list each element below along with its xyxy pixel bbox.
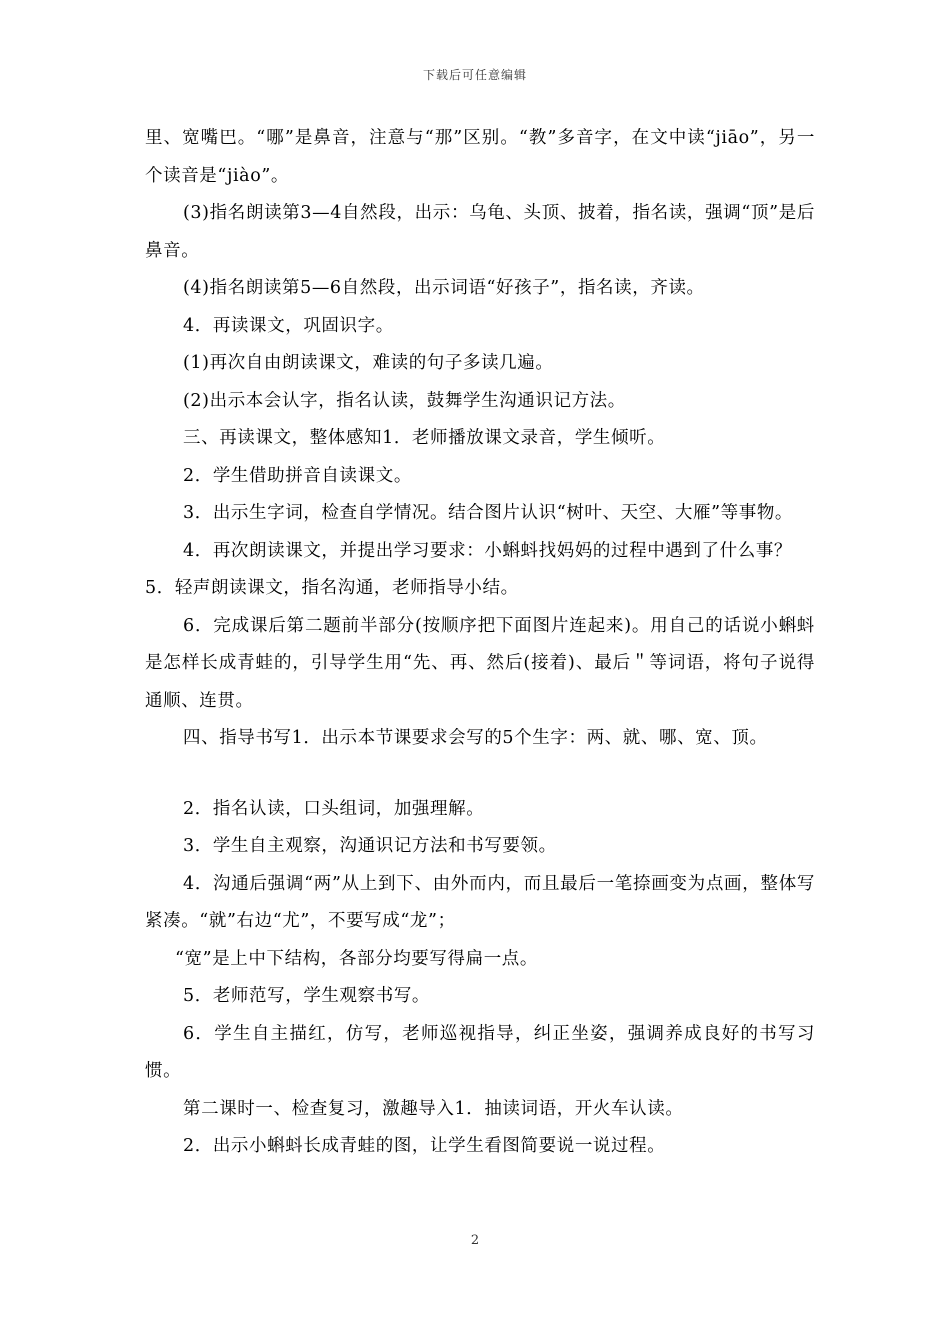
paragraph: 4．再次朗读课文，并提出学习要求：小蝌蚪找妈妈的过程中遇到了什么事？ bbox=[183, 540, 793, 561]
paragraph: 6．完成课后第二题前半部分(按顺序把下面图片连起来)。用自己的话说小蝌蚪是怎样长成青蛙的，引导学生用“先、再、然后(接着)、最后＂等词语，将句子说得通顺、连贯。 bbox=[145, 615, 815, 711]
document-body bbox=[145, 120, 815, 1166]
paragraph: 5．老师范写，学生观察书写。 bbox=[183, 986, 431, 1006]
paragraph: 4．沟通后强调“两”从上到下、由外而内，而且最后一笔捺画变为点画，整体写紧凑。“就”右边“尤”，不要写成“龙”； bbox=[145, 873, 815, 931]
paragraph: 3．出示生字词，检查自学情况。结合图片认识“树叶、天空、大雁”等事物。 bbox=[183, 503, 794, 523]
page-number: 2 bbox=[470, 1233, 480, 1248]
paragraph: 6．学生自主描红，仿写，老师巡视指导，纠正坐姿，强调养成良好的书写习惯。 bbox=[145, 1023, 815, 1081]
page-header: 下载后可任意编辑 bbox=[422, 68, 527, 82]
paragraph: 2．出示小蝌蚪长成青蛙的图，让学生看图简要说一说过程。 bbox=[183, 1136, 666, 1156]
paragraph: (4)指名朗读第5—6自然段，出示词语“好孩子”，指名读，齐读。 bbox=[183, 278, 705, 298]
paragraph: 3．学生自主观察，沟通识记方法和书写要领。 bbox=[183, 836, 557, 856]
paragraph: 2．指名认读，口头组词，加强理解。 bbox=[183, 798, 485, 819]
paragraph: 第二课时一、检查复习，激趣导入1．抽读词语，开火车认读。 bbox=[183, 1098, 684, 1119]
paragraph: (1)再次自由朗读课文，难读的句子多读几遍。 bbox=[183, 353, 554, 373]
paragraph: 三、再读课文，整体感知1．老师播放课文录音，学生倾听。 bbox=[183, 428, 666, 448]
paragraph: 5．轻声朗读课文，指名沟通，老师指导小结。 bbox=[145, 578, 519, 598]
paragraph: “宽”是上中下结构，各部分均要写得扁一点。 bbox=[175, 948, 538, 969]
paragraph: (3)指名朗读第3—4自然段，出示：乌龟、头顶、披着，指名读，强调“顶”是后鼻音。 bbox=[145, 203, 815, 261]
paragraph: 4．再读课文，巩固识字。 bbox=[183, 315, 394, 336]
paragraph: 四、指导书写1．出示本节课要求会写的5个生字：两、就、哪、宽、顶。 bbox=[183, 728, 768, 748]
paragraph: 2．学生借助拼音自读课文。 bbox=[183, 465, 412, 486]
paragraph: (2)出示本会认字，指名认读，鼓舞学生沟通识记方法。 bbox=[183, 390, 626, 411]
paragraph: 里、宽嘴巴。“哪”是鼻音，注意与“那”区别。“教”多音字，在文中读“jiāo”，另一个读音是“jiào”。 bbox=[145, 128, 815, 186]
